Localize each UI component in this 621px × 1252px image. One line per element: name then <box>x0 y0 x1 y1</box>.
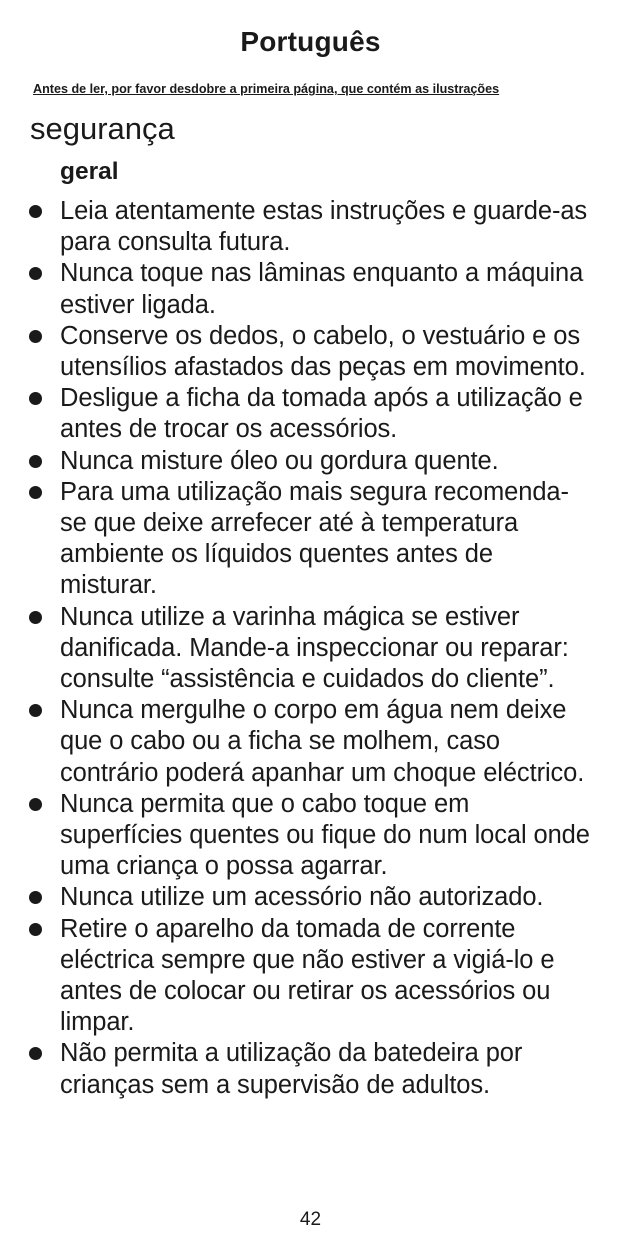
list-item-text: Nunca permita que o cabo toque em superfícies quentes ou fique do num local onde uma criança o possa agarrar. <box>60 789 590 881</box>
list-item <box>26 446 591 477</box>
bullet-icon <box>29 1047 42 1060</box>
bullet-icon <box>29 267 42 280</box>
language-title: Português <box>240 26 381 57</box>
list-item-text: Conserve os dedos, o cabelo, o vestuário e os utensílios afastados das peças em movimento. <box>60 321 586 382</box>
list-item <box>26 695 591 789</box>
bullet-icon <box>29 891 42 904</box>
bullet-icon <box>29 486 42 499</box>
bullet-icon <box>29 392 42 405</box>
list-item <box>26 602 591 696</box>
bullet-icon <box>29 455 42 468</box>
bullet-icon <box>29 611 42 624</box>
list-item-text: Nunca mergulhe o corpo em água nem deixe que o cabo ou a ficha se molhem, caso contrário poderá apanhar um choque eléctrico. <box>60 696 585 787</box>
list-item <box>26 789 591 883</box>
list-item <box>26 383 591 445</box>
list-item <box>26 258 591 320</box>
bullet-icon <box>29 330 42 343</box>
bullet-icon <box>29 205 42 218</box>
list-item <box>26 477 591 602</box>
bullet-icon <box>29 923 42 936</box>
list-item-text: Nunca utilize um acessório não autorizado. <box>60 883 544 912</box>
list-item-text: Leia atentamente estas instruções e guarde-as para consulta futura. <box>60 197 588 257</box>
list-item-text: Não permita a utilização da batedeira por crianças sem a supervisão de adultos. <box>60 1039 523 1099</box>
list-item-text: Nunca utilize a varinha mágica se estiver danificada. Mande-a inspeccionar ou reparar: consulte “assistência e cuidados do cliente”. <box>60 602 569 694</box>
list-item <box>26 196 591 258</box>
list-item-text: Desligue a ficha da tomada após a utilização e antes de trocar os acessórios. <box>60 384 583 444</box>
list-item-text: Nunca toque nas lâminas enquanto a máquina estiver ligada. <box>60 259 584 319</box>
list-item-text: Para uma utilização mais segura recomenda-se que deixe arrefecer até à temperatura ambiente os líquidos quentes antes de misturar. <box>60 477 569 600</box>
safety-list <box>26 196 591 1101</box>
list-item <box>26 1038 591 1100</box>
bullet-icon <box>29 704 42 717</box>
section-subtitle: geral <box>60 158 119 185</box>
list-item <box>26 882 591 913</box>
list-item <box>26 914 591 1039</box>
bullet-icon <box>29 798 42 811</box>
page-number: 42 <box>299 1209 322 1230</box>
section-title: segurança <box>30 111 175 146</box>
list-item-text: Nunca misture óleo ou gordura quente. <box>60 446 499 475</box>
list-item-text: Retire o aparelho da tomada de corrente eléctrica sempre que não estiver a vigiá-lo e antes de colocar ou retirar os acessórios ou limpar. <box>60 914 555 1037</box>
unfold-notice: Antes de ler, por favor desdobre a primeira página, que contém as ilustrações <box>33 82 500 96</box>
list-item <box>26 321 591 383</box>
